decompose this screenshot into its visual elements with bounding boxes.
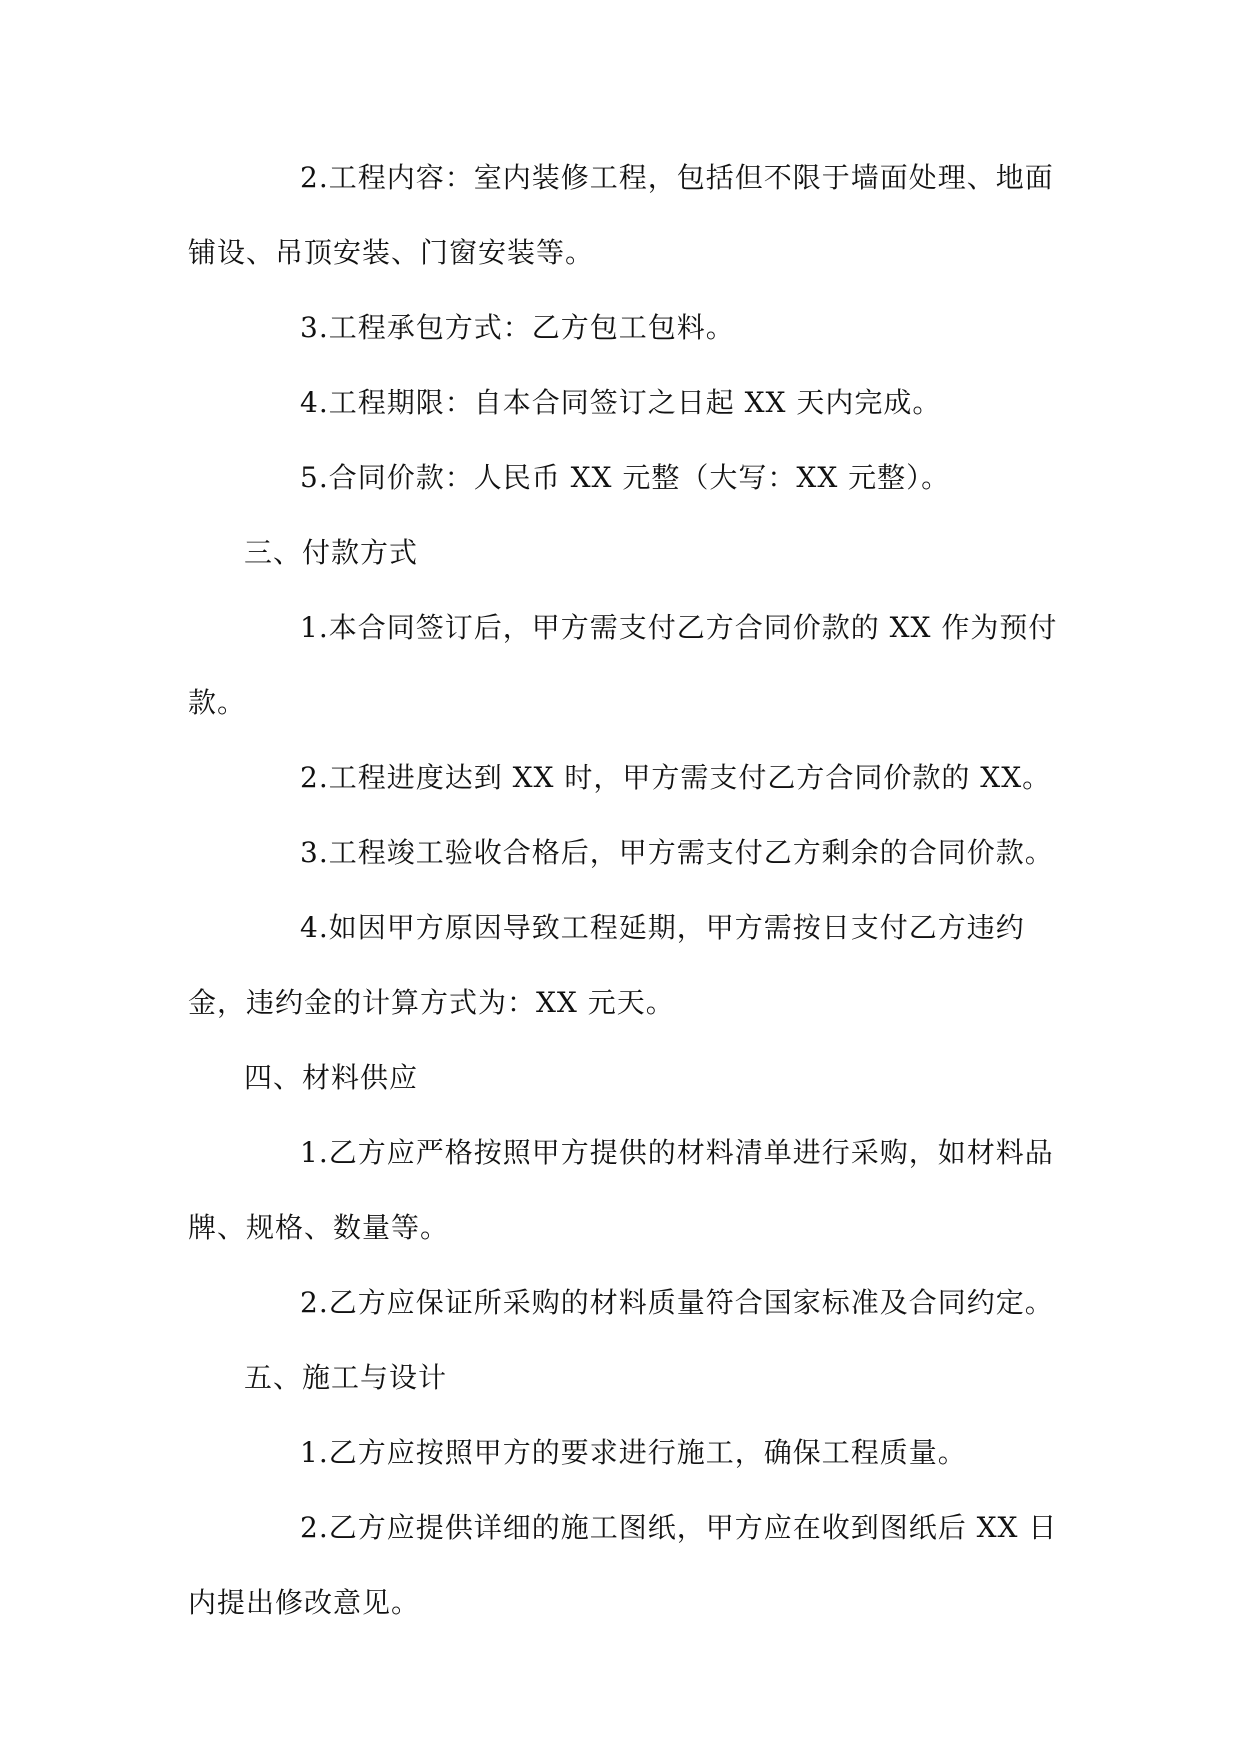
clause-text: 工程进度达到 XX 时，甲方需支付乙方合同价款的 XX。: [328, 761, 1052, 794]
clause-text: 工程竣工验收合格后，甲方需支付乙方剩余的合同价款。: [328, 836, 1054, 869]
clause-number: 1.: [300, 1136, 329, 1169]
clause-text: 乙方应保证所采购的材料质量符合国家标准及合同约定。: [328, 1286, 1054, 1319]
clause-number: 3.: [300, 311, 329, 344]
clause-number: 2.: [300, 161, 329, 194]
clause-text: 如因甲方原因导致工程延期，甲方需按日支付乙方违约金，违约金的计算方式为：XX 元天。: [188, 911, 1025, 1019]
section-heading-text: 四、材料供应: [244, 1061, 419, 1094]
construction-clause-1: [188, 1415, 1058, 1490]
clause-text: 乙方应提供详细的施工图纸，甲方应在收到图纸后 XX 日内提出修改意见。: [188, 1511, 1058, 1619]
clause-text: 合同价款：人民币 XX 元整（大写：XX 元整）。: [328, 461, 951, 494]
clause-number: 2.: [300, 761, 329, 794]
clause-text: 乙方应按照甲方的要求进行施工，确保工程质量。: [328, 1436, 967, 1469]
section-heading-materials: [188, 1040, 1058, 1115]
section-heading-payment: [188, 515, 1058, 590]
clause-number: 2.: [300, 1286, 329, 1319]
payment-clause-4: [188, 890, 1058, 1040]
payment-clause-1: [188, 590, 1058, 740]
clause-5-price: [188, 440, 1058, 515]
clause-number: 1.: [300, 1436, 329, 1469]
construction-clause-2: [188, 1490, 1058, 1640]
clause-text: 乙方应严格按照甲方提供的材料清单进行采购，如材料品牌、规格、数量等。: [188, 1136, 1054, 1244]
materials-clause-1: [188, 1115, 1058, 1265]
clause-number: 5.: [300, 461, 329, 494]
clause-text: 工程承包方式：乙方包工包料。: [328, 311, 735, 344]
clause-text: 工程内容：室内装修工程，包括但不限于墙面处理、地面铺设、吊顶安装、门窗安装等。: [188, 161, 1054, 269]
document-body: [188, 140, 1058, 1640]
section-heading-construction: [188, 1340, 1058, 1415]
clause-number: 4.: [300, 386, 329, 419]
section-heading-text: 五、施工与设计: [244, 1361, 448, 1394]
clause-number: 1.: [300, 611, 329, 644]
clause-2-content: [188, 140, 1058, 290]
clause-text: 本合同签订后，甲方需支付乙方合同价款的 XX 作为预付款。: [188, 611, 1058, 719]
payment-clause-2: [188, 740, 1058, 815]
materials-clause-2: [188, 1265, 1058, 1340]
clause-text: 工程期限：自本合同签订之日起 XX 天内完成。: [328, 386, 942, 419]
section-heading-text: 三、付款方式: [244, 536, 419, 569]
clause-4-duration: [188, 365, 1058, 440]
clause-number: 2.: [300, 1511, 329, 1544]
clause-number: 3.: [300, 836, 329, 869]
payment-clause-3: [188, 815, 1058, 890]
clause-number: 4.: [300, 911, 329, 944]
clause-3-contract-mode: [188, 290, 1058, 365]
